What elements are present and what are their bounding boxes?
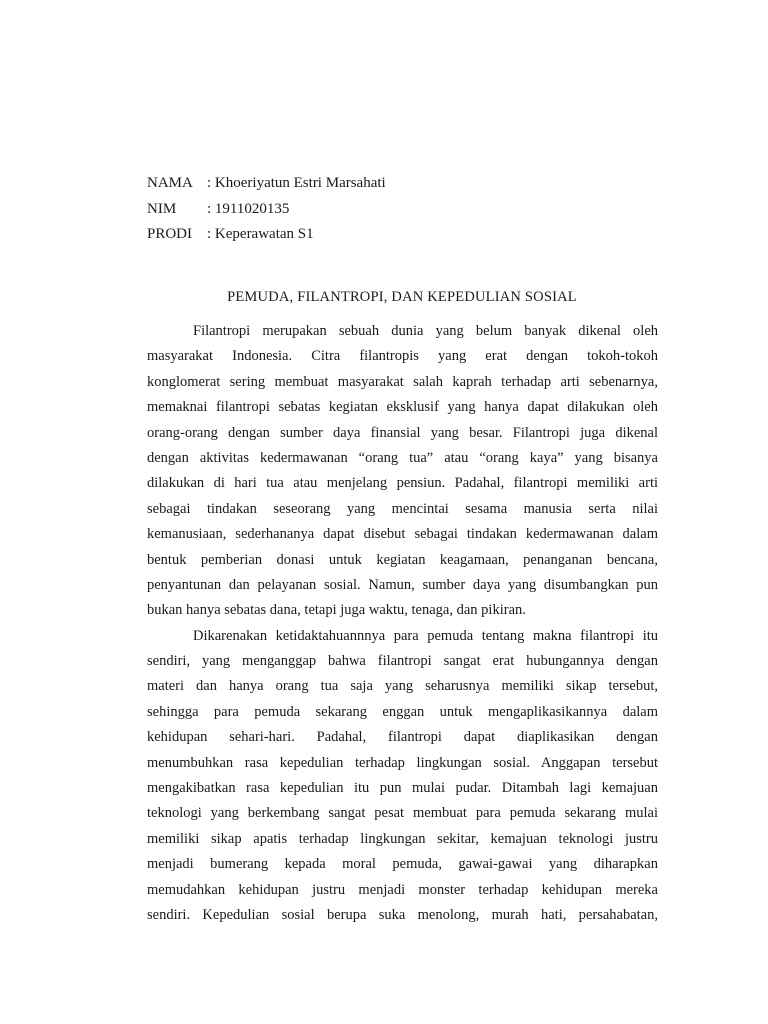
- paragraph-line: memudahkan kehidupan justru menjadi monster terhadap kehidupan mereka: [147, 881, 658, 898]
- paragraph-line: konglomerat sering membuat masyarakat salah kaprah terhadap arti sebenarnya,: [147, 373, 658, 390]
- paragraph-line: sendiri. Kepedulian sosial berupa suka menolong, murah hati, persahabatan,: [147, 906, 658, 923]
- nim-label: NIM: [147, 200, 177, 217]
- paragraph-line: memiliki sikap apatis terhadap lingkungan sekitar, kemajuan teknologi justru: [147, 830, 658, 847]
- paragraph-line: sehingga para pemuda sekarang enggan untuk mengaplikasikannya dalam: [147, 703, 658, 720]
- paragraph-line: Dikarenakan ketidaktahuannnya para pemuda tentang makna filantropi itu: [193, 627, 658, 644]
- name-row: [147, 171, 386, 197]
- paragraph-line: orang-orang dengan sumber daya finansial yang besar. Filantropi juga dikenal: [147, 424, 658, 441]
- paragraph-line: memaknai filantropi sebatas kegiatan eksklusif yang hanya dapat dilakukan oleh: [147, 399, 658, 416]
- prodi-value: : Keperawatan S1: [207, 226, 314, 242]
- student-info: [147, 171, 386, 248]
- name-value: : Khoeriyatun Estri Marsahati: [207, 175, 386, 191]
- paragraph-line: dilakukan di hari tua atau menjelang pensiun. Padahal, filantropi memiliki arti: [147, 475, 658, 492]
- paragraph-line: kehidupan sehari-hari. Padahal, filantropi dapat diaplikasikan dengan: [147, 729, 658, 746]
- essay-body: [147, 319, 658, 928]
- paragraph-line: menumbuhkan rasa kepedulian terhadap lingkungan sosial. Anggapan tersebut: [147, 754, 658, 771]
- paragraph-line: Filantropi merupakan sebuah dunia yang belum banyak dikenal oleh: [193, 323, 658, 339]
- paragraph-line: penyantunan dan pelayanan sosial. Namun, sumber daya yang disumbangkan pun: [147, 576, 658, 593]
- paragraph-line: dengan aktivitas kedermawanan “orang tua” atau “orang kaya” yang bisanya: [147, 449, 658, 466]
- paragraph-line: mengakibatkan rasa kepedulian itu pun mulai pudar. Ditambah lagi kemajuan: [147, 780, 658, 797]
- nim-row: [147, 197, 386, 223]
- prodi-label: PRODI: [147, 226, 193, 242]
- paragraph-line: bentuk pemberian donasi untuk kegiatan keagamaan, penanganan bencana,: [147, 551, 658, 568]
- paragraph-line: kemanusiaan, sederhananya dapat disebut sebagai tindakan kedermawanan dalam: [147, 526, 658, 543]
- paragraph-line: menjadi bumerang kepada moral pemuda, gawai-gawai yang diharapkan: [147, 856, 658, 873]
- paragraph-line: bukan hanya sebatas dana, tetapi juga waktu, tenaga, dan pikiran.: [147, 602, 526, 619]
- name-label: NAMA: [147, 175, 193, 191]
- prodi-row: [147, 222, 386, 248]
- nim-value: : 1911020135: [207, 200, 290, 217]
- paragraph-line: masyarakat Indonesia. Citra filantropis yang erat dengan tokoh-tokoh: [147, 348, 658, 365]
- document-title: PEMUDA, FILANTROPI, DAN KEPEDULIAN SOSIAL: [227, 289, 577, 305]
- paragraph-line: materi dan hanya orang tua saja yang seharusnya memiliki sikap tersebut,: [147, 678, 658, 695]
- paragraph-line: teknologi yang berkembang sangat pesat membuat para pemuda sekarang mulai: [147, 805, 658, 822]
- paragraph-line: sendiri, yang menganggap bahwa filantropi sangat erat hubungannya dengan: [147, 653, 658, 670]
- paragraph-line: sebagai tindakan seseorang yang mencintai sesama manusia serta nilai: [147, 500, 658, 517]
